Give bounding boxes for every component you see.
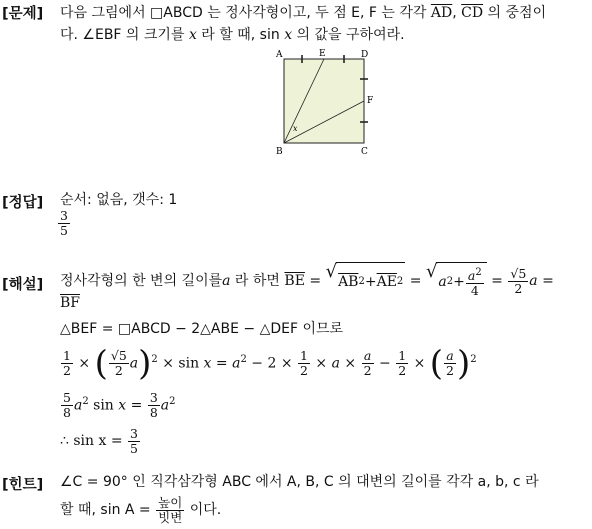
hint-text <box>60 471 586 527</box>
answer-line: 순서: 없음, 갯수: 1 <box>60 192 178 208</box>
answer-den: 5 <box>60 223 68 238</box>
problem-line-1: 다음 그림에서 □ABCD 는 정사각형이고, 두 점 E, F 는 각각 $\overline{AD}$, $\overline{CD}$ 의 중점이 <box>60 5 547 21</box>
vertex-c: C <box>361 147 368 157</box>
solution-line-2: $\overline{BF}$ <box>60 295 81 311</box>
solution-line-4: $\frac{1}{2}$ × ( $\frac{√5}{2}$ $a)^2 \times \sin x = a^2 - 2$ × $\frac{1}{2}$ × a × $\frac{a}{2}$ − $\frac{1}{2}$ × ( $\frac{a}{2}$ )$^2$ <box>63 343 477 384</box>
hint-line-2: 할 때, sin A = $\frac{\text{높이}}{\text{빗변}}$ 이다. <box>60 494 222 525</box>
solution-line-5: $\frac{5}{8}$ $a^2$ sin x = $\frac{3}{8}$ $a^2$ <box>63 389 176 420</box>
answer-num: 3 <box>60 208 68 223</box>
solution-label: [해설] <box>2 277 44 293</box>
vertex-e: E <box>319 49 326 59</box>
solution-line-1: 정사각형의 한 변의 길이를a 라 하면 $\overline{BE}$ = √ AB 2 + $\overline{AE}$ 2 = √ a 2 + $\frac{a^2}{4}$ = $\frac{√5}{2}$ a = <box>60 261 554 299</box>
solution-line-3: △BEF = □ABCD − 2△ABE − △DEF 이므로 <box>60 321 344 337</box>
hint-label: [힌트] <box>2 477 44 493</box>
vertex-f: F <box>367 96 374 106</box>
problem-label: [문제] <box>2 6 44 22</box>
vertex-b: B <box>276 147 283 157</box>
problem-text <box>60 2 586 46</box>
square-figure <box>272 45 382 157</box>
vertex-a: A <box>276 50 283 60</box>
solution-text <box>60 262 586 459</box>
vertex-d: D <box>361 50 369 60</box>
answer-text <box>60 191 586 238</box>
answer-label: [정답] <box>2 195 44 211</box>
hint-line-1: ∠C = 90° 인 직각삼각형 ABC 에서 A, B, C 의 대변의 길이를 각각 a, b, c 라 <box>60 474 539 490</box>
hint-fraction: $\frac{\text{높이}}{\text{빗변}}$ <box>158 494 183 525</box>
answer-fraction <box>58 209 70 238</box>
problem-line-2: 다. ∠EBF 의 크기를 x 라 할 때, sin x 의 값을 구하여라. <box>60 27 405 43</box>
solution-line-6: ∴ sin x = $\frac{3}{5}$ <box>60 425 138 456</box>
angle-label: x <box>293 124 298 133</box>
